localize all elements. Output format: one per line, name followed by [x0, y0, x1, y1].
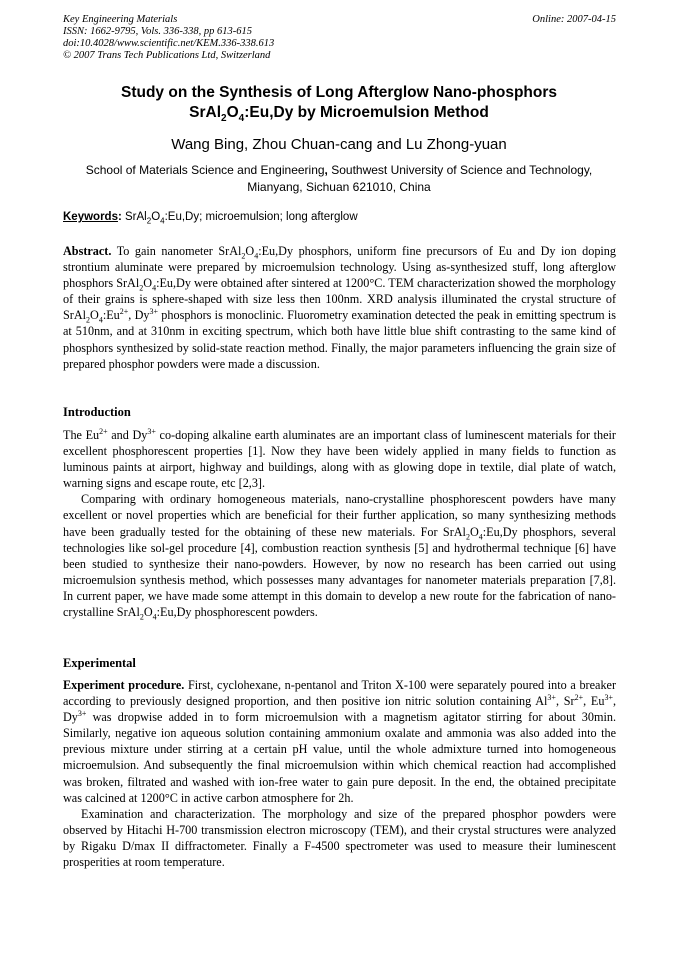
experimental-section — [63, 677, 616, 870]
section-heading-experimental: Experimental — [63, 656, 136, 670]
experimental-paragraph-2: Examination and characterization. The morphology and size of the prepared phosphor powders were observed by Hitachi H-700 transmission electron microscopy (TEM), and their crystal structures were analyzed by Rigaku D/max II diffractometer. Finally a F-4500 spectrometer was used to measure their luminescent prosperities at room temperature. — [63, 806, 616, 870]
keywords-label: Keywords — [63, 211, 118, 223]
introduction-paragraph-1: The $Eu^{2+}$ and $Dy^{3+}$ co-doping alkaline earth aluminates are an important class of luminescent materials for their excellent phosphorescent properties [1]. Now they have been widely applied in many fields to function as luminous paints at airport, highway and buildings, along with as glowing dope in textile, dial plate of watch, warning signs and escape route, etc [2,3]. — [63, 426, 616, 491]
journal-copyright: © 2007 Trans Tech Publications Ltd, Switzerland — [63, 50, 271, 61]
journal-issn: ISSN: 1662-9795, Vols. 336-338, pp 613-615 — [63, 26, 252, 37]
title-line-1: Study on the Synthesis of Long Afterglow Nano-phosphors — [121, 84, 557, 101]
title-line-2: $SrAl_2O_4:Eu,Dy$ by Microemulsion Method — [189, 104, 489, 125]
abstract: Abstract. To gain nanometer $SrAl_2O_4:Eu,Dy$ phosphors, uniform fine precursors of Eu and Dy ion doping strontium aluminate were prepared by microemulsion technology. Using as-synthesized stuff, long afterglow phosphors $SrAl_2O_4:Eu,Dy$ were obtained after sintered at 1200°C. TEM characterization showed the morphology of their grains is sphere-shaped with size less then 100nm. XRD analysis illuminated the crystal structure of $SrAl_2O_4:Eu^{2+}$, $Dy^{3+}$ phosphors is monoclinic. Fluorometry examination detected the peak in emitting spectrum is at 510nm, and at 310nm in exciting spectrum, which both have little blue shift contrasting to the same kind of phosphors synthesized by solid-state reaction method. Finally, the major parameters influencing the grain size of prepared phosphor powders were made a discussion. — [63, 244, 616, 371]
affiliation — [60, 162, 618, 195]
abstract-label: Abstract. — [63, 244, 112, 258]
paper-title — [60, 83, 618, 123]
affiliation-line-2: Mianyang, Sichuan 621010, China — [247, 179, 431, 194]
experimental-paragraph-1: Experiment procedure. First, cyclohexane, n-pentanol and Triton X-100 were separately poured into a breaker according to previously designed proportion, and then positive ion nitric solution containing $Al^{3+}$, $Sr^{2+}$, $Eu^{3+}$, $Dy^{3+}$ was dropwise added in to form microemulsion with a magnetism agitator stirring for about 30min. Similarly, negative ion aqueous solution containing ammonium oxalate and ammonia was also added into the previous mixture under stirring at a certain pH value, until the whole admixture turned into homogeneous microemulsion. And subsequently the final microemulsion within which chemical reaction had accomplished was broken, filtrated and washed with ion-free water to gain pure deposit. In the end, the obtained precipitate was calcined at 1200°C in active carbon atmosphere for 2h. — [63, 678, 617, 805]
journal-doi: doi:10.4028/www.scientific.net/KEM.336-338.613 — [63, 38, 275, 49]
experiment-procedure-label: Experiment procedure. — [63, 678, 185, 692]
author-list: Wang Bing, Zhou Chuan-cang and Lu Zhong-yuan — [171, 136, 507, 153]
online-date: Online: 2007-04-15 — [532, 14, 616, 25]
journal-header — [63, 14, 616, 62]
affiliation-line-1: School of Materials Science and Engineering, Southwest University of Science and Technology, — [85, 163, 593, 177]
keywords: Keywords: $SrAl_2O_4:Eu,Dy$; microemulsion; long afterglow — [63, 211, 358, 226]
introduction-paragraph-2: Comparing with ordinary homogeneous materials, nano-crystalline phosphorescent powders have many excellent or novel properties which are beneficial for their further application, so many synthesizing methods have been gradually tested for the obtaining of these new materials. For $SrAl_2O_4:Eu,Dy$ phosphors, several technologies like sol-gel procedure [4], combustion reaction synthesis [5] and hydrothermal technique [6] have been studied to synthesize their nano-powders. However, by now no research has been carried out using microemulsion synthesis method, which possesses many advantages for nanometer materials preparation [7,8]. In current paper, we have made some attempt in this domain to develop a new route for the fabrication of nano-crystalline $SrAl_2O_4:Eu,Dy$ phosphorescent powders. — [63, 492, 616, 622]
section-heading-introduction: Introduction — [63, 405, 131, 419]
journal-name: Key Engineering Materials — [63, 14, 178, 25]
introduction-section — [63, 427, 616, 620]
